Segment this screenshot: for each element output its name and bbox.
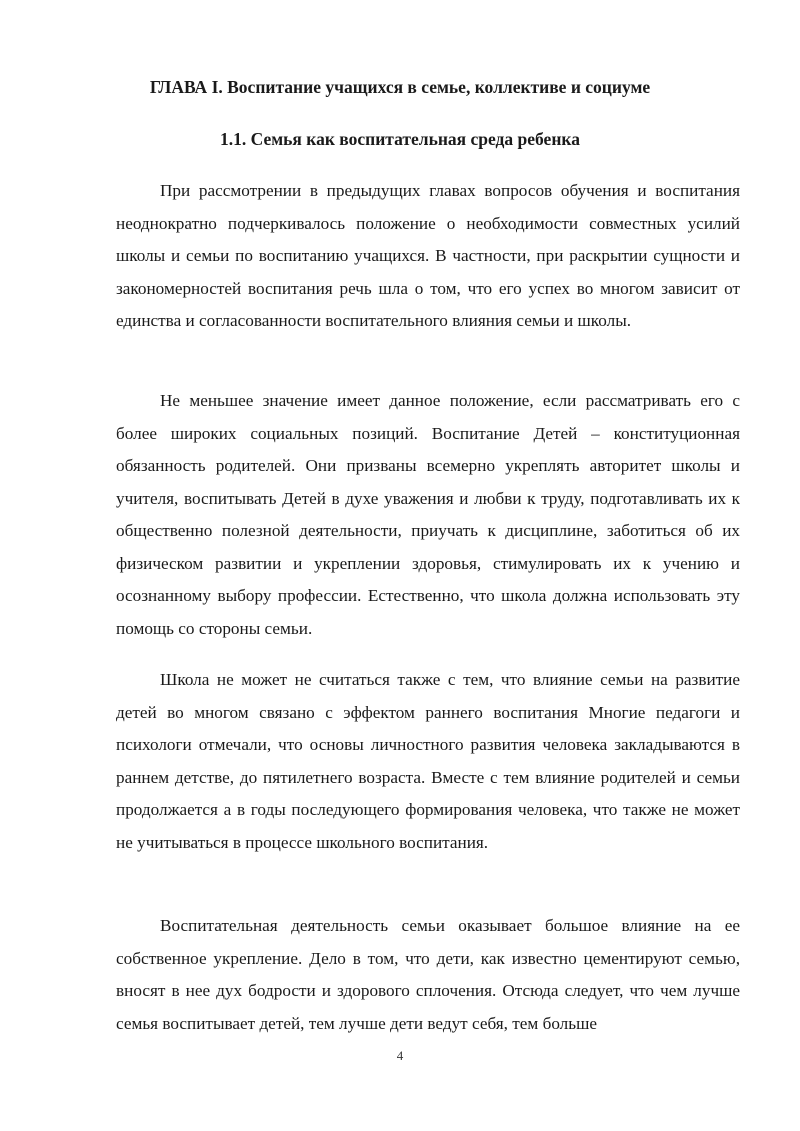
chapter-title: ГЛАВА I. Воспитание учащихся в семье, коллективе и социуме <box>149 77 651 97</box>
paragraph-1: При рассмотрении в предыдущих главах вопросов обучения и воспитания неоднократно подчеркивалось положение о необходимости совместных усилий школы и семьи по воспитанию учащихся. В частности, при раскрытии сущности и закономерностей воспитания речь шла о том, что его успех во многом зависит от единства и согласованности воспитательного влияния семьи и школы. <box>116 181 740 330</box>
paragraph-3: Школа не может не считаться также с тем, что влияние семьи на развитие детей во многом связано с эффектом раннего воспитания Многие педагоги и психологи отмечали, что основы личностного развития человека закладываются в раннем детстве, до пятилетнего возраста. Вместе с тем влияние родителей и семьи продолжается а в годы последующего формирования человека, что также не может не учитываться в процессе школьного воспитания. <box>116 670 740 852</box>
page-number: 4 <box>396 1048 404 1063</box>
paragraph-4: Воспитательная деятельность семьи оказывает большое влияние на ее собственное укрепление. Дело в том, что дети, как известно цементируют семью, вносят в нее дух бодрости и здорового сплочения. Отсюда следует, что чем лучше семья воспитывает детей, тем лучше дети ведут себя, тем больше <box>116 916 740 1033</box>
paragraph-2: Не меньшее значение имеет данное положение, если рассматривать его с более широких социальных позиций. Воспитание Детей – конституционная обязанность родителей. Они призваны всемерно укреплять авторитет школы и учителя, воспитывать Детей в духе уважения и любви к труду, подготавливать их к общественно полезной деятельности, приучать к дисциплине, заботиться об их физическом развитии и укреплении здоровья, стимулировать их к учению и осознанному выбору профессии. Естественно, что школа должна использовать эту помощь со стороны семьи. <box>116 391 740 638</box>
section-title: 1.1. Семья как воспитательная среда ребенка <box>220 129 580 149</box>
